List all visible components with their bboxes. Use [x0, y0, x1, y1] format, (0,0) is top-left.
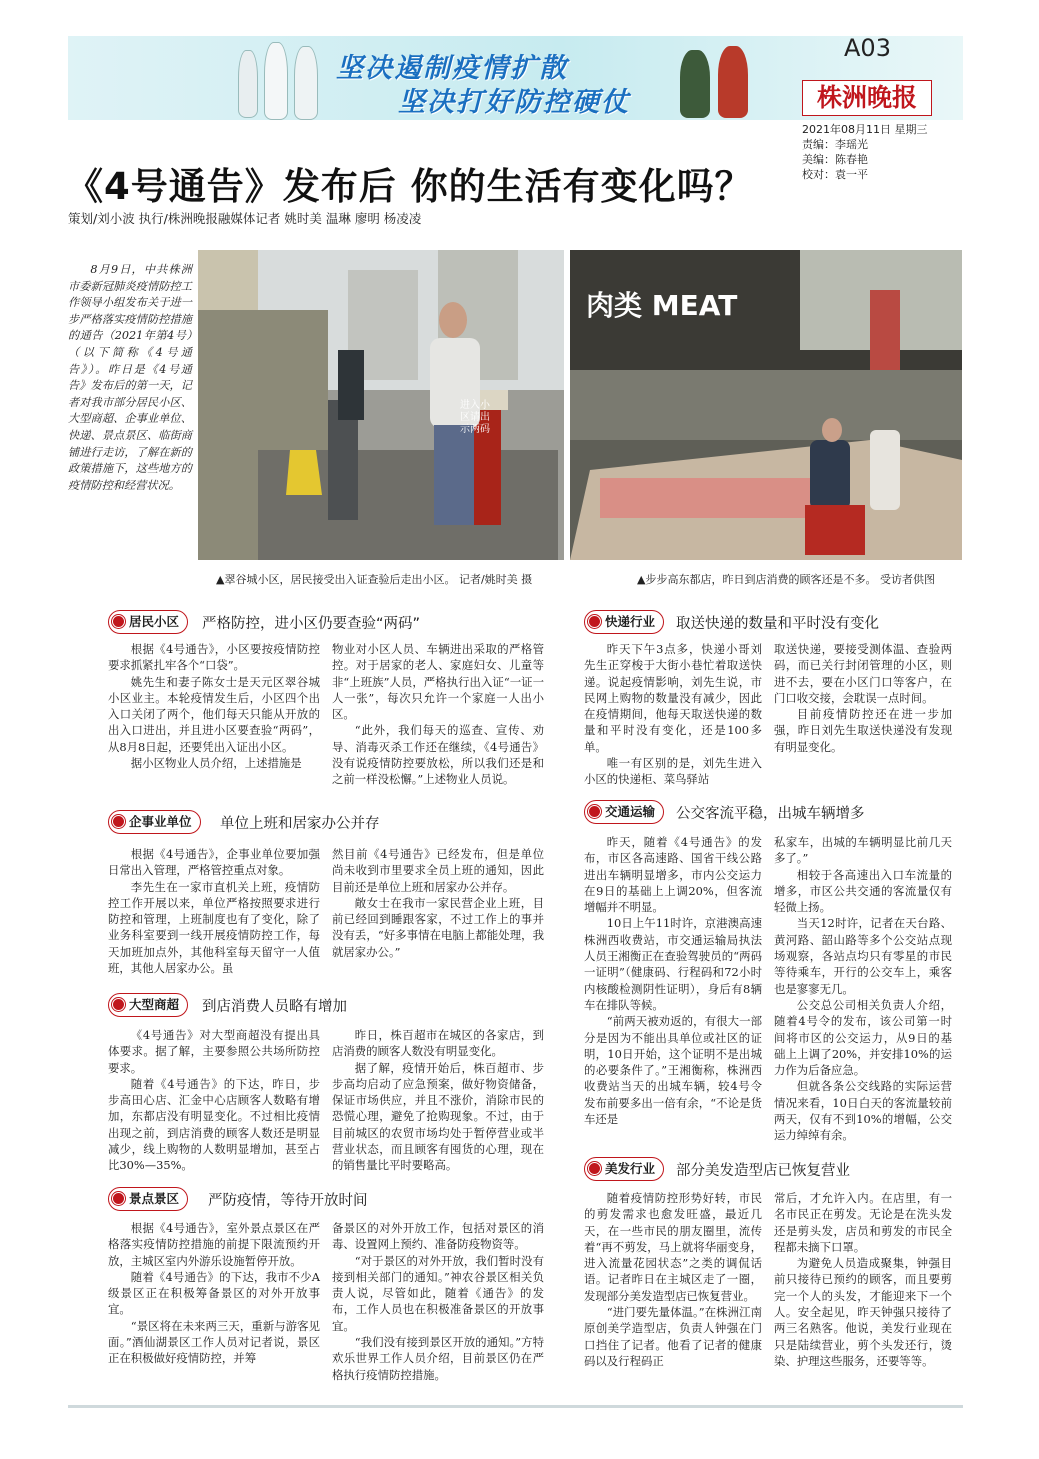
section-title: 严防疫情，等待开放时间 [208, 1193, 368, 1209]
section-badge [584, 1157, 664, 1181]
section-title: 部分美发造型店已恢复营业 [676, 1163, 850, 1179]
paragraph: 昨日，株百超市在城区的各家店，到店消费的顾客人数没有明显变化。 [332, 1028, 544, 1059]
paragraph: “进门要先量体温。”在株洲江南原创美学造型店，负责人钟强在门口挡住了记者。他看了记者的健康码以及行程码正 [584, 1305, 762, 1368]
newspaper-logo: 株洲晚报 [802, 80, 932, 116]
editor-credit: 责编：李瑶光 [802, 138, 868, 151]
section-badge-label: 景点景区 [129, 1191, 180, 1206]
section-residential-col1 [108, 641, 320, 771]
bullet-icon [112, 998, 125, 1011]
paragraph: 昨天，随着《4号通告》的发布，市区各高速路、国省干线公路进出车辆明显增多，市内公交运力在9日的基础上上调20%，但客流增幅并不明显。 [584, 835, 762, 915]
paragraph: 根据《4号通告》，室外景点景区在严格落实疫情防控措施的前提下限流预约开放，主城区室内外游乐设施暂停开放。 [108, 1221, 320, 1268]
paragraph: “景区将在未来两三天，重新与游客见面。”酒仙湖景区工作人员对记者说，景区正在积极做好疫情防控，并筹 [108, 1318, 320, 1366]
paragraph: 据小区物业人员介绍，上述措施是 [130, 756, 302, 771]
bullet-icon [588, 615, 601, 628]
paragraph: 昨天下午3点多，快递小哥刘先生正穿梭于大街小巷忙着取送快递。说起疫情影响，刘先生说，市民网上购物的数量没有减少，因此在疫情期间，他每天取送快递的数量和平时没有变化，还是100多单。 [584, 642, 762, 754]
page-number: A03 [844, 34, 891, 62]
footer-rule [68, 1405, 963, 1408]
section-enterprise-col2 [332, 846, 544, 960]
paragraph: 目前疫情防控还在进一步加强，昨日刘先生取送快递没有发现有明显变化。 [774, 707, 952, 754]
bullet-icon [112, 1192, 125, 1205]
banner-figure-left-2 [264, 42, 288, 120]
section-enterprise [108, 810, 548, 834]
section-hairdressing-col1 [584, 1190, 762, 1369]
paragraph: 物业对小区人员、车辆进出采取的严格管控。对于居家的老人、家庭妇女、儿童等非“上班族”人员，严格执行出入证“一证一人一张”，每次只允许一个家庭一人出小区。 [332, 642, 544, 722]
section-transport-col1 [584, 834, 762, 1127]
byline: 策划/刘小波 执行/株洲晚报融媒体记者 姚时美 温琳 廖明 杨凌凌 [68, 211, 422, 226]
section-supermarket-col2 [332, 1027, 544, 1174]
paragraph: 私家车，出城的车辆明显比前几天多了。” [774, 835, 952, 866]
designer-credit: 美编：陈春艳 [802, 153, 868, 166]
photo1-sign-text: 进入小区请出示两码 [460, 400, 490, 435]
section-title: 单位上班和居家办公并存 [220, 816, 380, 832]
section-badge-label: 快递行业 [605, 614, 656, 629]
issue-date: 2021年08月11日 星期三 [802, 123, 928, 136]
paragraph: 姚先生和妻子陈女士是天元区翠谷城小区业主。本轮疫情发生后，小区四个出入口关闭了两个，他们每天只能从开放的出入口进出，并且进小区要查验“两码”，从8月8日起，还要凭出入证出小区。 [108, 674, 320, 754]
banner-slogan-2: 坚决打好防控硬仗 [398, 87, 630, 118]
section-residential-col2 [332, 641, 544, 788]
paragraph: “前两天被劝返的，有很大一部分是因为不能出具单位或社区的证明，10日开始，这个证明不是出城的必要条件了。”王湘衡称，株洲西收费站当天的出城车辆，较4号令发布前要多出一倍有余，“不论是货车还是 [584, 1014, 762, 1127]
paragraph: 根据《4号通告》，企事业单位要加强日常出入管理，严格管控重点对象。 [108, 847, 320, 878]
section-enterprise-col1 [108, 846, 320, 976]
section-badge [108, 1187, 188, 1211]
paragraph: 为避免人员造成聚集，钟强目前只接待已预约的顾客，而且要剪完一个人的头发，才能迎来下一个人。安全起见，昨天钟强只接待了两三名熟客。他说，美发行业现在只是陆续营业，剪个头发还行，烫染、护理这些服务，还要等等。 [774, 1256, 952, 1368]
paragraph: 相较于各高速出入口车流量的增多，市区公共交通的客流量仅有轻微上扬。 [774, 867, 952, 915]
section-express-delivery [584, 610, 964, 634]
paragraph: 随着《4号通告》的下达，我市不少A级景区正在积极筹备景区的对外开放事宜。 [108, 1269, 320, 1317]
paragraph: 唯一有区别的是，刘先生进入小区的快递柜、菜鸟驿站 [584, 756, 762, 787]
paragraph: 备景区的对外开放工作，包括对景区的消毒、设置网上预约、准备防疫物资等。 [332, 1221, 544, 1252]
bullet-icon [588, 1162, 601, 1175]
section-badge-label: 企事业单位 [129, 814, 192, 829]
section-transport-col2 [774, 834, 952, 1144]
photo2-sign-text: 肉类 MEAT [586, 289, 738, 322]
section-title: 取送快递的数量和平时没有变化 [676, 616, 879, 632]
paragraph: “对于景区的对外开放，我们暂时没有接到相关部门的通知。”神农谷景区相关负责人说，尽管如此，随着《通告》的发布，工作人员也在积极准备景区的开放事宜。 [332, 1253, 544, 1333]
section-scenic-spots [108, 1187, 548, 1211]
section-scenic-col1 [108, 1220, 320, 1367]
section-express-col2 [774, 641, 952, 755]
headline: 《4号通告》发布后 你的生活有变化吗？ [66, 165, 753, 208]
paragraph: 当天12时许，记者在天台路、黄河路、韶山路等多个公交站点现场观察，各站点均只有零星的市民等待乘车，开行的公交车上，乘客也是寥寥无几。 [774, 916, 952, 996]
bullet-icon [112, 815, 125, 828]
banner-slogan-1: 坚决遏制疫情扩散 [336, 53, 568, 84]
paragraph: 常后，才允许入内。在店里，有一名市民正在剪发。无论是在洗头发还是剪头发，店员和剪发的市民全程都未摘下口罩。 [774, 1191, 952, 1254]
section-scenic-col2 [332, 1220, 544, 1383]
issue-meta [802, 122, 928, 182]
section-badge [584, 800, 664, 824]
section-supermarket-col1 [108, 1027, 320, 1174]
photo-community-gate [198, 250, 564, 560]
bullet-icon [112, 615, 125, 628]
photo-supermarket-meat-counter [570, 250, 962, 560]
banner-figure-left [238, 50, 258, 118]
section-badge [584, 610, 664, 634]
paragraph: 据了解，疫情开始后，株百超市、步步高均启动了应急预案，做好物资储备，保证市场供应，并且不涨价，消除市民的恐慌心理，避免了抢购现象。不过，由于目前城区的农贸市场均处于暂停营业或半营业状态，而且顾客有囤货的心理，现在的销售量比平时要略高。 [332, 1060, 544, 1173]
section-badge [108, 610, 188, 634]
photo1-caption: ▲翠谷城小区，居民接受出入证查验后走出小区。 记者/姚时美 摄 [216, 573, 533, 586]
section-hairdressing [584, 1157, 964, 1181]
paragraph: 取送快递，要接受测体温、查验两码，而已关行封闭管理的小区，则进不去，要在小区门口等客户，在门口收交接，会耽误一点时间。 [774, 642, 952, 705]
section-badge-label: 居民小区 [129, 614, 180, 629]
lead-paragraph: 8月9日，中共株洲市委新冠肺炎疫情防控工作领导小组发布关于进一步严格落实疫情防控措施的通告（2021年第4号）（以下简称《4号通告》）。昨日是《4号通告》发布后的第一天，记者对我市部分居民小区、大型商超、企事业单位、快递、景点景区、临街商铺进行走访，了解在新的政策措施下，这些地方的疫情防控和经营状况。 [68, 263, 192, 492]
section-title: 严格防控，进小区仍要查验“两码” [202, 616, 421, 632]
banner-figure-right [680, 50, 710, 118]
paragraph: “我们没有接到景区开放的通知。”方特欢乐世界工作人员介绍，目前景区仍在严格执行疫情防控措施。 [332, 1335, 544, 1382]
paragraph: “此外，我们每天的巡查、宣传、劝导、消毒灭杀工作还在继续，《4号通告》没有说疫情防控要放松，所以我们还是和之前一样没松懈。”上述物业人员说。 [332, 723, 544, 787]
photo2-caption: ▲步步高东都店，昨日到店消费的顾客还是不多。 受访者供图 [637, 573, 935, 586]
section-badge [108, 810, 201, 834]
paragraph: 随着《4号通告》的下达，昨日，步步高田心店、汇金中心店顾客人数略有增加，东都店没有明显变化。不过相比疫情出现之前，到店消费的顾客人数还是明显减少，线上购物的人数明显增加，甚至占比30%—35%。 [108, 1076, 320, 1173]
paragraph: 然目前《4号通告》已经发布，但是单位尚未收到市里要求全员上班的通知，因此目前还是单位上班和居家办公并存。 [332, 847, 544, 894]
section-badge-label: 交通运输 [605, 804, 656, 819]
paragraph: 10日上午11时许，京港澳高速株洲西收费站，市交通运输局执法人员王湘衡正在查验驾驶员的“两码一证明”（健康码、行程码和72小时内核酸检测阴性证明），身后有8辆车在排队等候。 [584, 916, 762, 1012]
section-hairdressing-col2 [774, 1190, 952, 1369]
section-badge-label: 大型商超 [129, 997, 180, 1012]
section-title: 公交客流平稳，出城车辆增多 [676, 806, 865, 822]
bullet-icon [588, 805, 601, 818]
paragraph: 李先生在一家市直机关上班，疫情防控工作开展以来，单位严格按照要求进行防控和管理，上班制度也有了变化，除了业务科室要到一线开展疫情防控工作，每天加班加点外，其他科室每天留守一人值班，其他人居家办公。虽 [108, 879, 320, 976]
section-transport [584, 800, 964, 824]
banner-figure-right-2 [718, 46, 748, 118]
paragraph: 敞女士在我市一家民营企业上班，目前已经回到睡跟客家，不过工作上的事并没有丢，“好多事情在电脑上都能处理，我就居家办公。” [332, 895, 544, 959]
paragraph: 随着疫情防控形势好转，市民的剪发需求也愈发旺盛，最近几天，在一些市民的朋友圈里，流传着“再不剪发，马上就将华丽变身，进入流量花园状态”之类的调侃话语。记者昨日在主城区走了一圈，发现部分美发造型店已恢复营业。 [584, 1191, 762, 1303]
paragraph: 《4号通告》对大型商超没有提出具体要求。据了解，主要参照公共场所防控要求。 [108, 1028, 320, 1075]
banner-figure-left-3 [294, 46, 318, 120]
proofreader-credit: 校对：袁一平 [802, 168, 868, 181]
section-badge [108, 993, 188, 1017]
paragraph: 公交总公司相关负责人介绍，随着4号令的发布，该公司第一时间将市区的公交运力，从9日的基础上上调了20%，并安排10%的运力作为后备应急。 [774, 997, 952, 1078]
section-title: 到店消费人员略有增加 [202, 999, 347, 1015]
section-badge-label: 美发行业 [605, 1161, 656, 1176]
paragraph: 但就各条公交线路的实际运营情况来看，10日白天的客流量较前两天，仅有不到10%的增幅，公交运力绰绰有余。 [774, 1079, 952, 1143]
section-express-col1 [584, 641, 762, 788]
paragraph: 根据《4号通告》，小区要按疫情防控要求抓紧扎牢各个“口袋”。 [108, 642, 320, 673]
section-residential [108, 610, 548, 634]
section-supermarket [108, 993, 548, 1017]
